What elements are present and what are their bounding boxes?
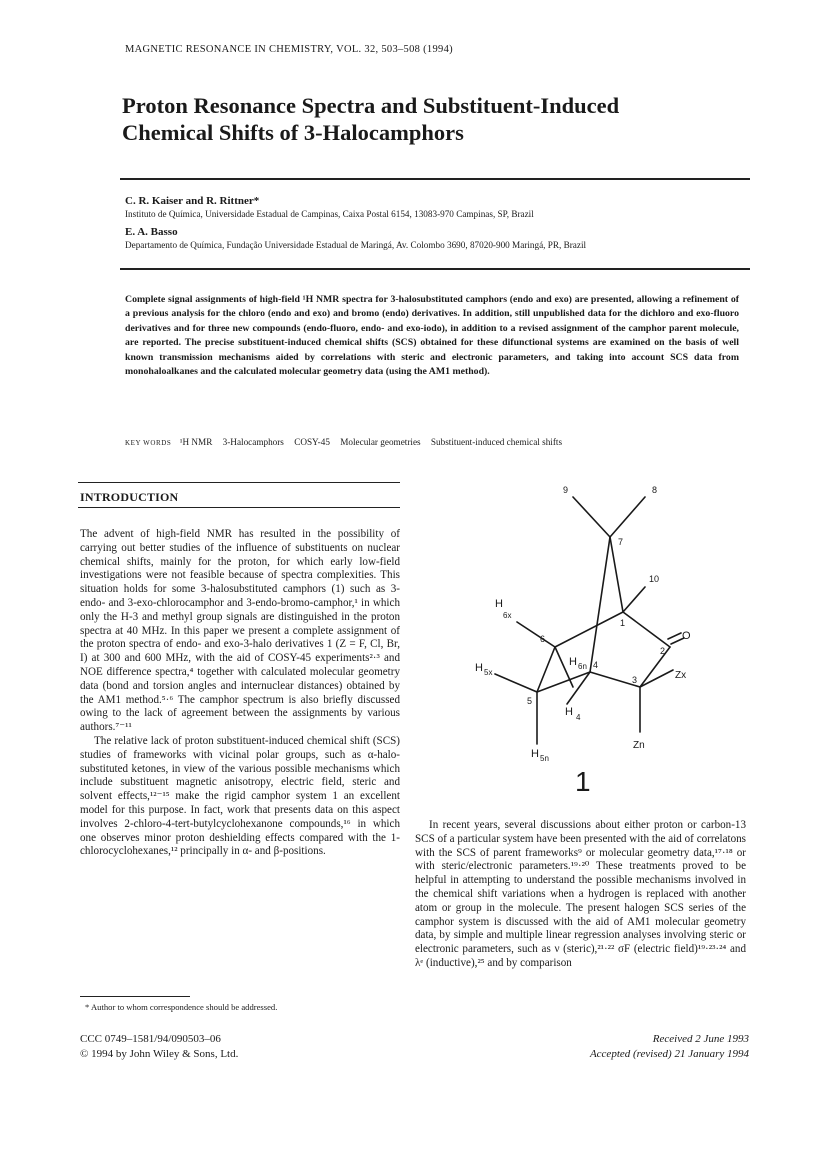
bond-c7-c1 (610, 537, 623, 612)
received-date: Received 2 June 1993 (652, 1033, 749, 1045)
bond-c6-h6x (517, 622, 555, 647)
label-h4: H (565, 706, 573, 718)
dates (590, 1032, 749, 1062)
bond-c9-c7 (573, 497, 610, 537)
accepted-date: Accepted (revised) 21 January 1994 (589, 1048, 749, 1060)
label-h5n-sub: 5n (540, 754, 549, 763)
bond-c1-c10 (623, 587, 645, 612)
label-c6: 6 (540, 634, 546, 644)
label-c1: 1 (620, 618, 626, 628)
label-h6x: H (495, 598, 503, 610)
label-c2: 2 (660, 646, 666, 656)
authors-secondary: E. A. Basso (125, 226, 178, 238)
label-zx: Zx (675, 670, 687, 681)
label-h4-sub: 4 (576, 713, 581, 722)
section-rule-top (78, 482, 400, 483)
section-rule-bottom (78, 507, 400, 508)
intro-paragraph-1: The advent of high-field NMR has resulted in the possibility of carrying out better studies of the influence of substituents on nuclear chemical shifts, mainly for the proton, for which early low-field investigations were not feasible because of spectra complexities. This situation holds for some 3-halosubstituted camphors (1) such as 3-endo- and 3-exo-chlorocamphor and 3-endo-bromo-camphor,¹ in which only the H-3 and methyl group signals are distinguished in the proton spectra at 40 MHz. In this paper we present a complete assignment of the proton spectra of endo- and exo-3-halo derivatives 1 (Z = F, Cl, Br, I) at 300 and 600 MHz, with the aid of COSY-45 experiments²·³ and NOE difference spectra,⁴ together with calculated molecular geometry data (bond and torsion angles and internuclear distances) obtained by the AM1 method.⁵·⁶ The camphor spectrum is also briefly discussed owing to the lack of agreement between the assignments by various authors.⁷⁻¹¹ (80, 528, 400, 734)
bond-c6-c5 (537, 647, 555, 692)
bond-c2-o-a (668, 633, 681, 639)
label-zn: Zn (633, 740, 645, 751)
copyright: © 1994 by John Wiley & Sons, Ltd. (80, 1048, 239, 1060)
keywords-line (125, 437, 745, 447)
label-h6n: H (569, 656, 577, 668)
label-c7: 7 (618, 537, 624, 547)
keyword: 3-Halocamphors (222, 437, 284, 447)
bond-c3-zx (640, 670, 673, 687)
right-paragraph: In recent years, several discussions about either proton or carbon-13 SCS of a particular system have been presented with the aid of correlatons with the SCS of parent frameworks⁹ or molecular geometry data,¹⁷·¹⁸ or with steric/electronic parameters.¹⁹·²⁰ These treatments proved to be helpful in attempting to understand the possible mechanisms involved in the chemical shift variations when a hydrogen is replaced with another atom or group in the molecule. The present halogen SCS series of the camphor system is discussed with the aid of AM1 molecular geometry data, by simple and multiple linear regression analyses involving steric or electronic parameters, such as ν (steric),²¹·²² σF (electric field)¹⁹·²³·²⁴ and λᵉ (inductive),²⁵ and by comparison (415, 819, 746, 969)
label-c5: 5 (527, 696, 533, 706)
footnote: * Author to whom correspondence should be addressed. (85, 1002, 278, 1012)
keyword: COSY-45 (294, 437, 330, 447)
label-h5n: H (531, 748, 539, 760)
section-heading: INTRODUCTION (80, 490, 179, 504)
bond-c5-h5x (495, 674, 537, 692)
affiliation-secondary: Departamento de Química, Fundação Universidade Estadual de Maringá, Av. Colombo 3690, 87020-900 Maringá, PR, Brazil (125, 240, 587, 250)
camphor-structure-diagram (455, 482, 715, 802)
ccc-code: CCC 0749–1581/94/090503–06 (80, 1033, 221, 1045)
paper-title (122, 92, 722, 146)
keyword: Substituent-induced chemical shifts (430, 437, 563, 447)
bond-c2-c3 (640, 647, 670, 687)
title-line-2: Chemical Shifts of 3-Halocamphors (122, 120, 464, 145)
keywords-label: KEY WORDS (125, 439, 172, 447)
top-rule (120, 178, 750, 180)
authors-primary: C. R. Kaiser and R. Rittner* (125, 195, 260, 207)
bond-c8-c7 (610, 497, 645, 537)
label-c9: 9 (563, 485, 569, 495)
intro-paragraph-2: The relative lack of proton substituent-induced chemical shift (SCS) studies of frameworks with vicinal polar groups, such as α-halo-substituted ketones, in view of the various possible mechanisms which include substituent magnetic anisotropy, electric field, steric and solvent effects,¹²⁻¹⁵ make the rigid camphor system 1 an excellent model for this purpose. In fact, work that presents data on this aspect involves 2-chloro-4-tert-butylcyclohexanone compounds,¹⁶ in which one observes minor proton deshielding effects compared with the 1-chlorocyclohexanes,¹² principally in α- and β-positions. (80, 734, 400, 858)
introduction-body (80, 528, 400, 859)
affiliation-rule (120, 268, 750, 270)
right-column-body (415, 819, 746, 971)
affiliation-primary: Instituto de Química, Universidade Estadual de Campinas, Caixa Postal 6154, 13083-970 Campinas, SP, Brazil (125, 209, 534, 219)
keyword: Molecular geometries (340, 437, 421, 447)
bond-c7-c4 (590, 537, 610, 672)
label-c3: 3 (632, 675, 638, 685)
label-c10: 10 (649, 574, 660, 584)
label-c8: 8 (652, 485, 658, 495)
compound-number: 1 (575, 766, 591, 797)
title-line-1: Proton Resonance Spectra and Substituent-Induced (122, 93, 620, 118)
footnote-rule (80, 996, 190, 997)
bond-c1-c2 (623, 612, 670, 647)
label-oxygen: O (682, 630, 691, 642)
running-head: MAGNETIC RESONANCE IN CHEMISTRY, VOL. 32, 503–508 (1994) (125, 44, 453, 55)
label-h6n-sub: 6n (578, 662, 587, 671)
keyword: ¹H NMR (179, 437, 213, 447)
abstract: Complete signal assignments of high-field ¹H NMR spectra for 3-halosubstituted camphors (endo and exo) are presented, allowing a refinement of a previous analysis for the chloro (endo and exo) and bromo (endo) derivatives. In addition, still unpublished data for the dichloro and exo-fluoro derivatives and for three new compounds (endo-fluoro, endo- and exo-iodo), in addition to a revised assignment of the camphor parent molecule, are reported. The precise substituent-induced chemical shifts (SCS) obtained for these difunctional systems are examined on the basis of well known transmission mechanisms aided by correlations with steric and electronic parameters, and taking into account SCS data from monohaloalkanes and the calculated molecular geometry data (using the AM1 method). (125, 294, 739, 378)
label-h6x-sub: 6x (503, 611, 512, 620)
bond-c1-c6 (555, 612, 626, 647)
label-c4: 4 (593, 660, 599, 670)
publisher-info (80, 1032, 238, 1062)
label-h5x: H (475, 662, 483, 674)
label-h5x-sub: 5x (484, 668, 493, 677)
